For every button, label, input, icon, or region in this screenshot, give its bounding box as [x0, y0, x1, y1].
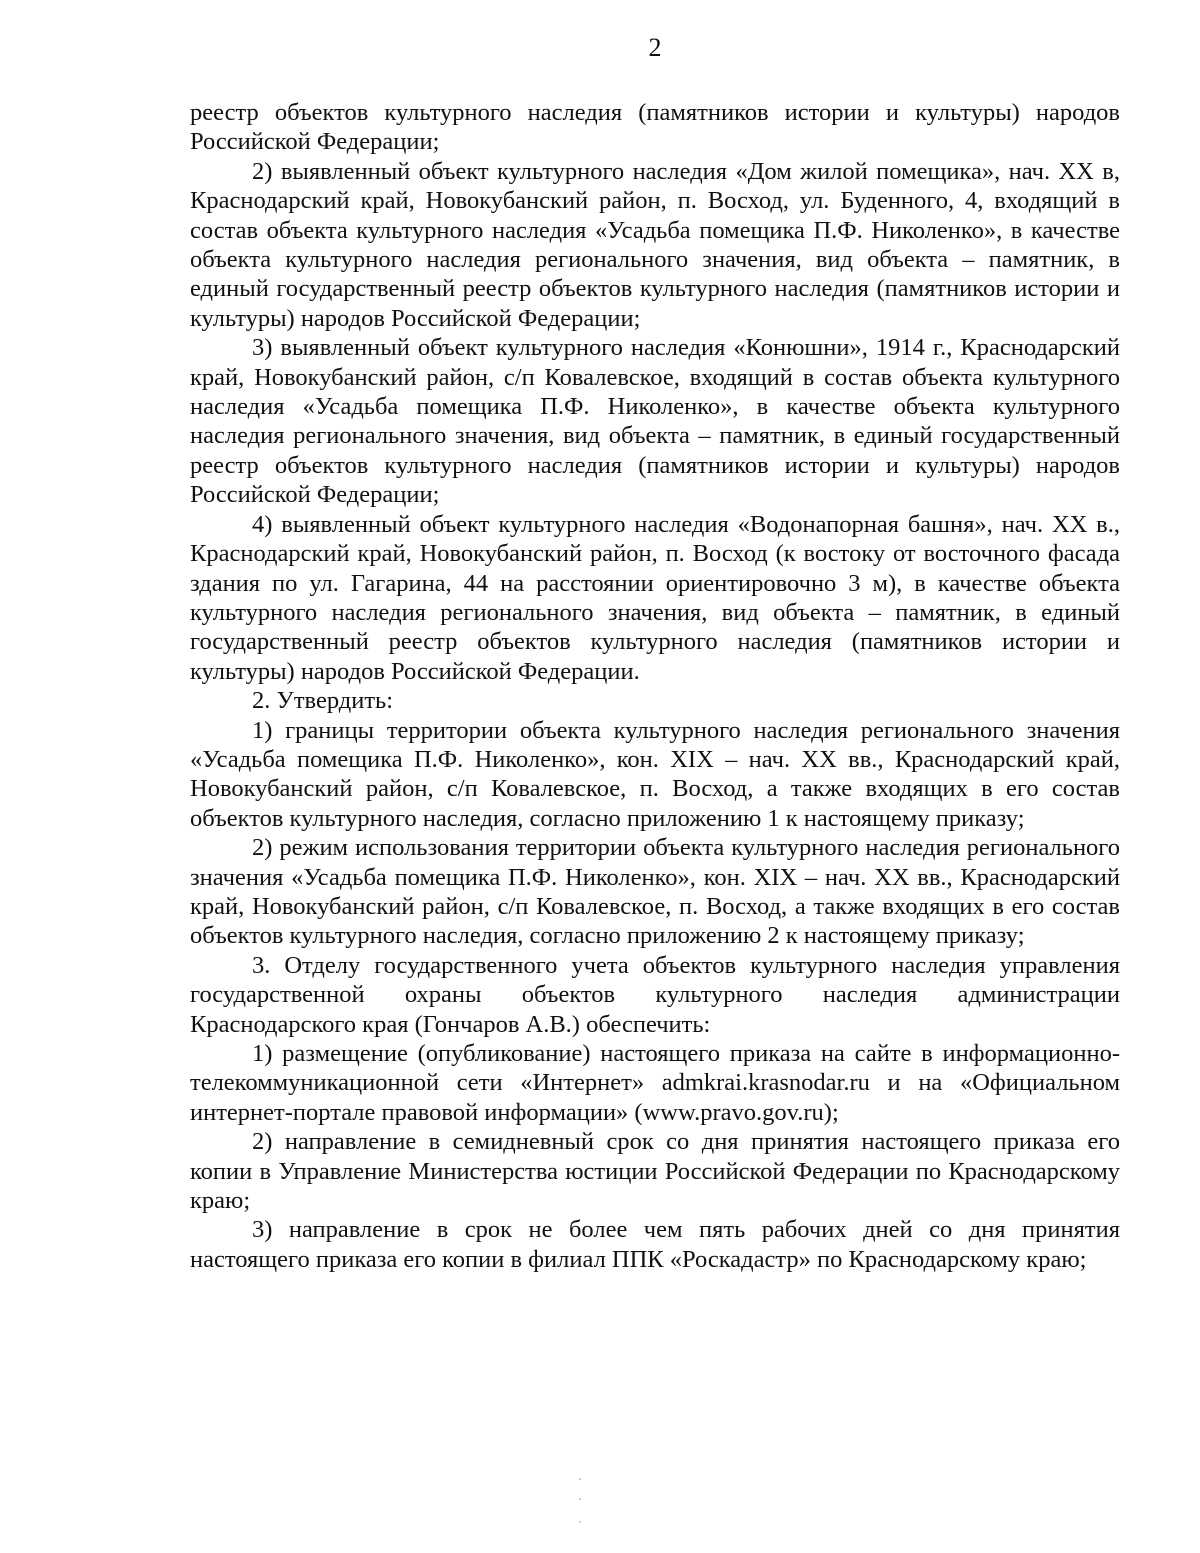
scan-speck — [579, 1498, 581, 1500]
scan-speck — [579, 1521, 581, 1523]
paragraph-registry-continuation: реестр объектов культурного наследия (памятников истории и культуры) народов Российской Федерации; — [190, 99, 1120, 156]
page-number: 2 — [648, 33, 662, 62]
paragraph-section-2-approve: 2. Утвердить: — [252, 687, 394, 715]
paragraph-section-3-department: 3. Отделу государственного учета объектов культурного наследия управления государственной охраны объектов культурного наследия администрации Краснодарского края (Гончаров А.В.) обеспечить: — [190, 951, 1120, 1038]
paragraph-item-4-water-tower: 4) выявленный объект культурного наследия «Водонапорная башня», нач. XX в., Краснодарский край, Новокубанский район, п. Восход (к востоку от восточного фасада здания по ул. Гагарина, 44 на расстоянии ориентировочно 3 м), в качестве объекта культурного наследия регионального значения, вид объекта – памятник, в единый государственный реестр объектов культурного наследия (памятников истории и культуры) народов Российской Федерации. — [190, 510, 1120, 685]
paragraph-ensure-item-2-justice-ministry: 2) направление в семидневный срок со дня принятия настоящего приказа его копии в Управление Министерства юстиции Российской Федерации по Краснодарскому краю; — [190, 1128, 1120, 1215]
paragraph-approve-item-1-boundaries: 1) границы территории объекта культурного наследия регионального значения «Усадьба помещика П.Ф. Николенко», кон. XIX – нач. XX вв., Краснодарский край, Новокубанский район, с/п Ковалевское, п. Восход, а также входящих в его состав объектов культурного наследия, согласно приложению 1 к настоящему приказу; — [190, 716, 1120, 832]
paragraph-approve-item-2-regime: 2) режим использования территории объекта культурного наследия регионального значения «Усадьба помещика П.Ф. Николенко», кон. XIX – нач. XX вв., Краснодарский край, Новокубанский район, с/п Ковалевское, п. Восход, а также входящих в его состав объектов культурного наследия, согласно приложению 2 к настоящему приказу; — [190, 834, 1120, 950]
paragraph-ensure-item-3-roskadastr: 3) направление в срок не более чем пять рабочих дней со дня принятия настоящего приказа его копии в филиал ППК «Роскадастр» по Краснодарскому краю; — [190, 1216, 1120, 1273]
paragraph-ensure-item-1-publication: 1) размещение (опубликование) настоящего приказа на сайте в информационно-телекоммуникационной сети «Интернет» admkrai.krasnodar.ru и на «Официальном интернет-портале правовой информации» (www.pravo.gov.ru); — [190, 1040, 1120, 1126]
document-body — [190, 98, 1120, 1274]
paragraph-item-2-manor-house: 2) выявленный объект культурного наследия «Дом жилой помещика», нач. XX в, Краснодарский край, Новокубанский район, п. Восход, ул. Буденного, 4, входящий в состав объекта культурного наследия «Усадьба помещика П.Ф. Николенко», в качестве объекта культурного наследия регионального значения, вид объекта – памятник, в единый государственный реестр объектов культурного наследия (памятников истории и культуры) народов Российской Федерации; — [190, 157, 1120, 332]
paragraph-item-3-stables: 3) выявленный объект культурного наследия «Конюшни», 1914 г., Краснодарский край, Новокубанский район, с/п Ковалевское, входящий в состав объекта культурного наследия «Усадьба помещика П.Ф. Николенко», в качестве объекта культурного наследия регионального значения, вид объекта – памятник, в единый государственный реестр объектов культурного наследия (памятников истории и культуры) народов Российской Федерации; — [190, 334, 1120, 509]
scan-speck — [579, 1478, 581, 1480]
